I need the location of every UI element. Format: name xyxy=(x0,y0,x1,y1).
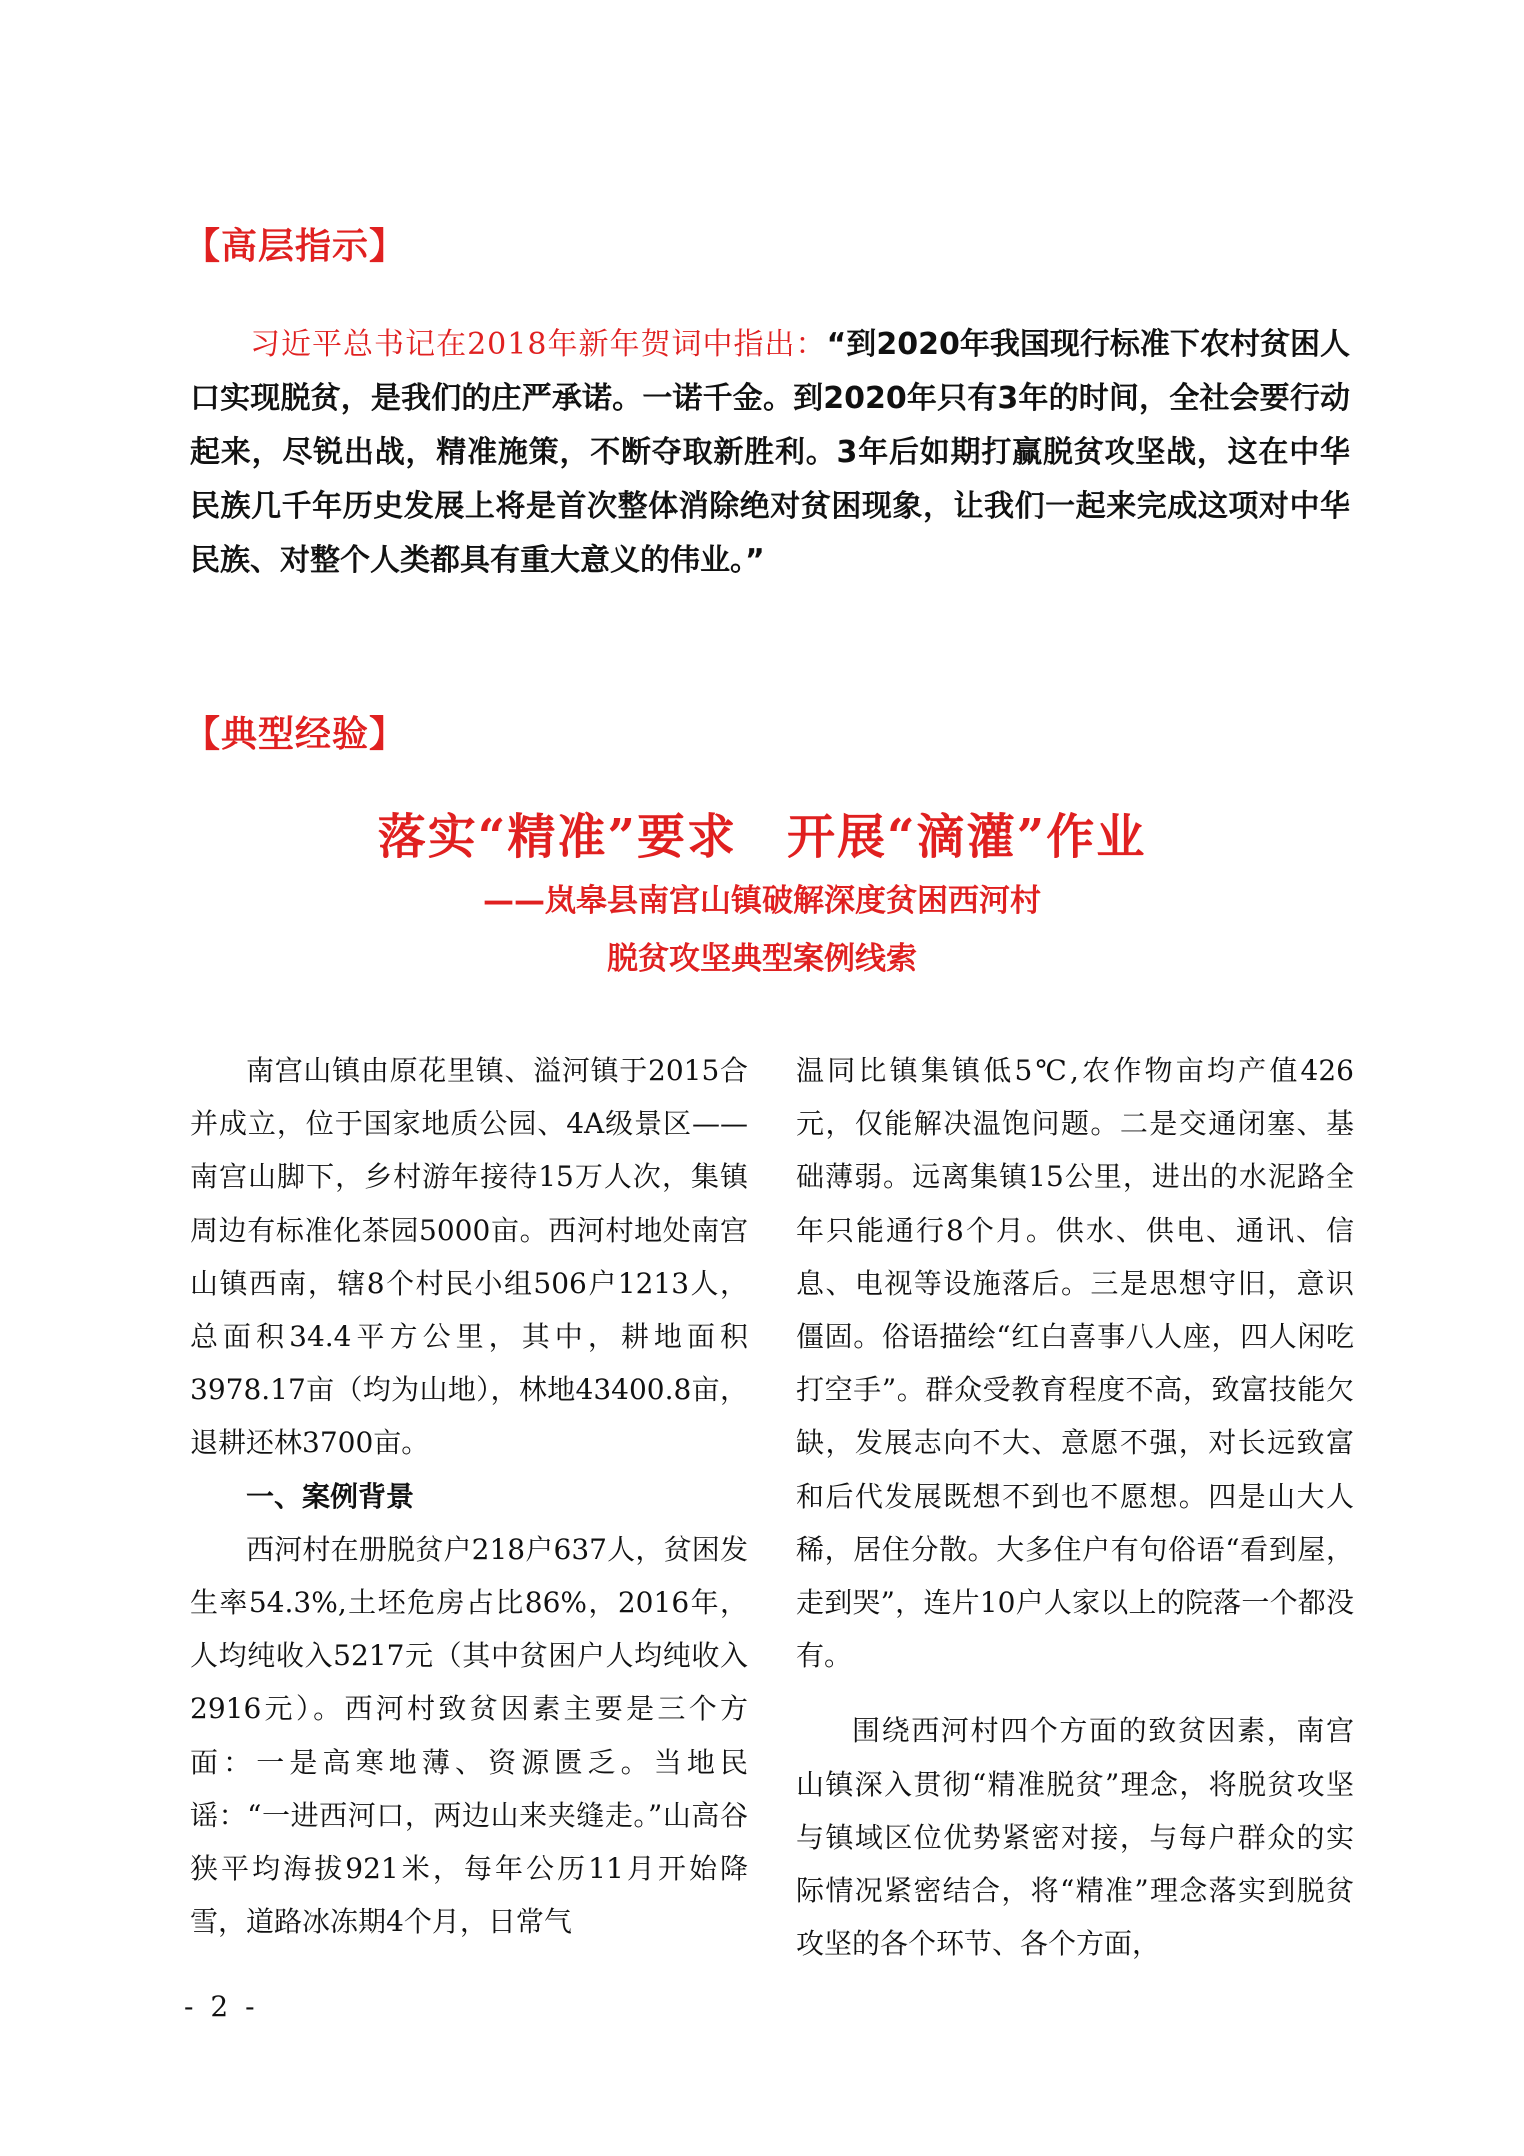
quote-lead: 习近平总书记在2018年新年贺词中指出： xyxy=(250,327,827,362)
page-number: - 2 - xyxy=(184,1990,259,2023)
paragraph-case-background: 西河村在册脱贫户218户637人，贫困发生率54.3%,土坯危房占比86%，2016年，人均纯收入5217元（其中贫困户人均纯收入2916元）。西河村致贫因素主要是三个方面：一是高寒地薄、资源匮乏。当地民谣：“一进西河口，两边山来夹缝走。”山高谷狭平均海拔921米，每年公历11月开始降雪，道路冰冻期4个月，日常气 xyxy=(190,1532,748,1939)
article-subtitle xyxy=(0,872,1524,988)
quote-body: “到2020年我国现行标准下农村贫困人口实现脱贫，是我们的庄严承诺。一诺千金。到2020年只有3年的时间，全社会要行动起来，尽锐出战，精准施策，不断夺取新胜利。3年后如期打赢脱贫攻坚战，这在中华民族几千年历史发展上将是首次整体消除绝对贫困现象，让我们一起来完成这项对中华民族、对整个人类都具有重大意义的伟业。” xyxy=(190,327,1350,578)
section-heading-experience: 【典型经验】 xyxy=(184,714,407,755)
paragraph-precision-approach: 围绕西河村四个方面的致贫因素，南宫山镇深入贯彻“精准脱贫”理念，将脱贫攻坚与镇域区位优势紧密对接，与每户群众的实际情况紧密结合，将“精准”理念落实到脱贫攻坚的各个环节、各个方面， xyxy=(796,1714,1354,1961)
paragraph-poverty-factors-continued: 温同比镇集镇低5℃,农作物亩均产值426元，仅能解决温饱问题。二是交通闭塞、基础薄弱。远离集镇15公里，进出的水泥路全年只能通行8个月。供水、供电、通讯、信息、电视等设施落后。三是思想守旧，意识僵固。俗语描绘“红白喜事八人座，四人闲吃打空手”。群众受教育程度不高，致富技能欠缺，发展志向不大、意愿不强，对长远致富和后代发展既想不到也不愿想。四是山大人稀，居住分散。大多住户有句俗语“看到屋，走到哭”，连片10户人家以上的院落一个都没有。 xyxy=(796,1054,1354,1673)
subheading-case-background: 一、案例背景 xyxy=(246,1479,415,1513)
leadership-quote xyxy=(190,318,1350,588)
section-heading-leadership: 【高层指示】 xyxy=(184,226,407,267)
article-subtitle-line-2: 脱贫攻坚典型案例线索 xyxy=(607,941,917,977)
article-title: 落实“精准”要求 开展“滴灌”作业 xyxy=(377,809,1147,865)
article-subtitle-line-1: ——岚皋县南宫山镇破解深度贫困西河村 xyxy=(483,883,1041,919)
article-column-right xyxy=(796,1044,1354,1970)
article-column-left xyxy=(190,1044,748,1948)
paragraph-town-intro: 南宫山镇由原花里镇、溢河镇于2015合并成立，位于国家地质公园、4A级景区——南宫山脚下，乡村游年接待15万人次，集镇周边有标准化茶园5000亩。西河村地处南宫山镇西南，辖8个村民小组506户1213人，总面积34.4平方公里，其中，耕地面积3978.17亩（均为山地），林地43400.8亩，退耕还林3700亩。 xyxy=(190,1054,748,1460)
